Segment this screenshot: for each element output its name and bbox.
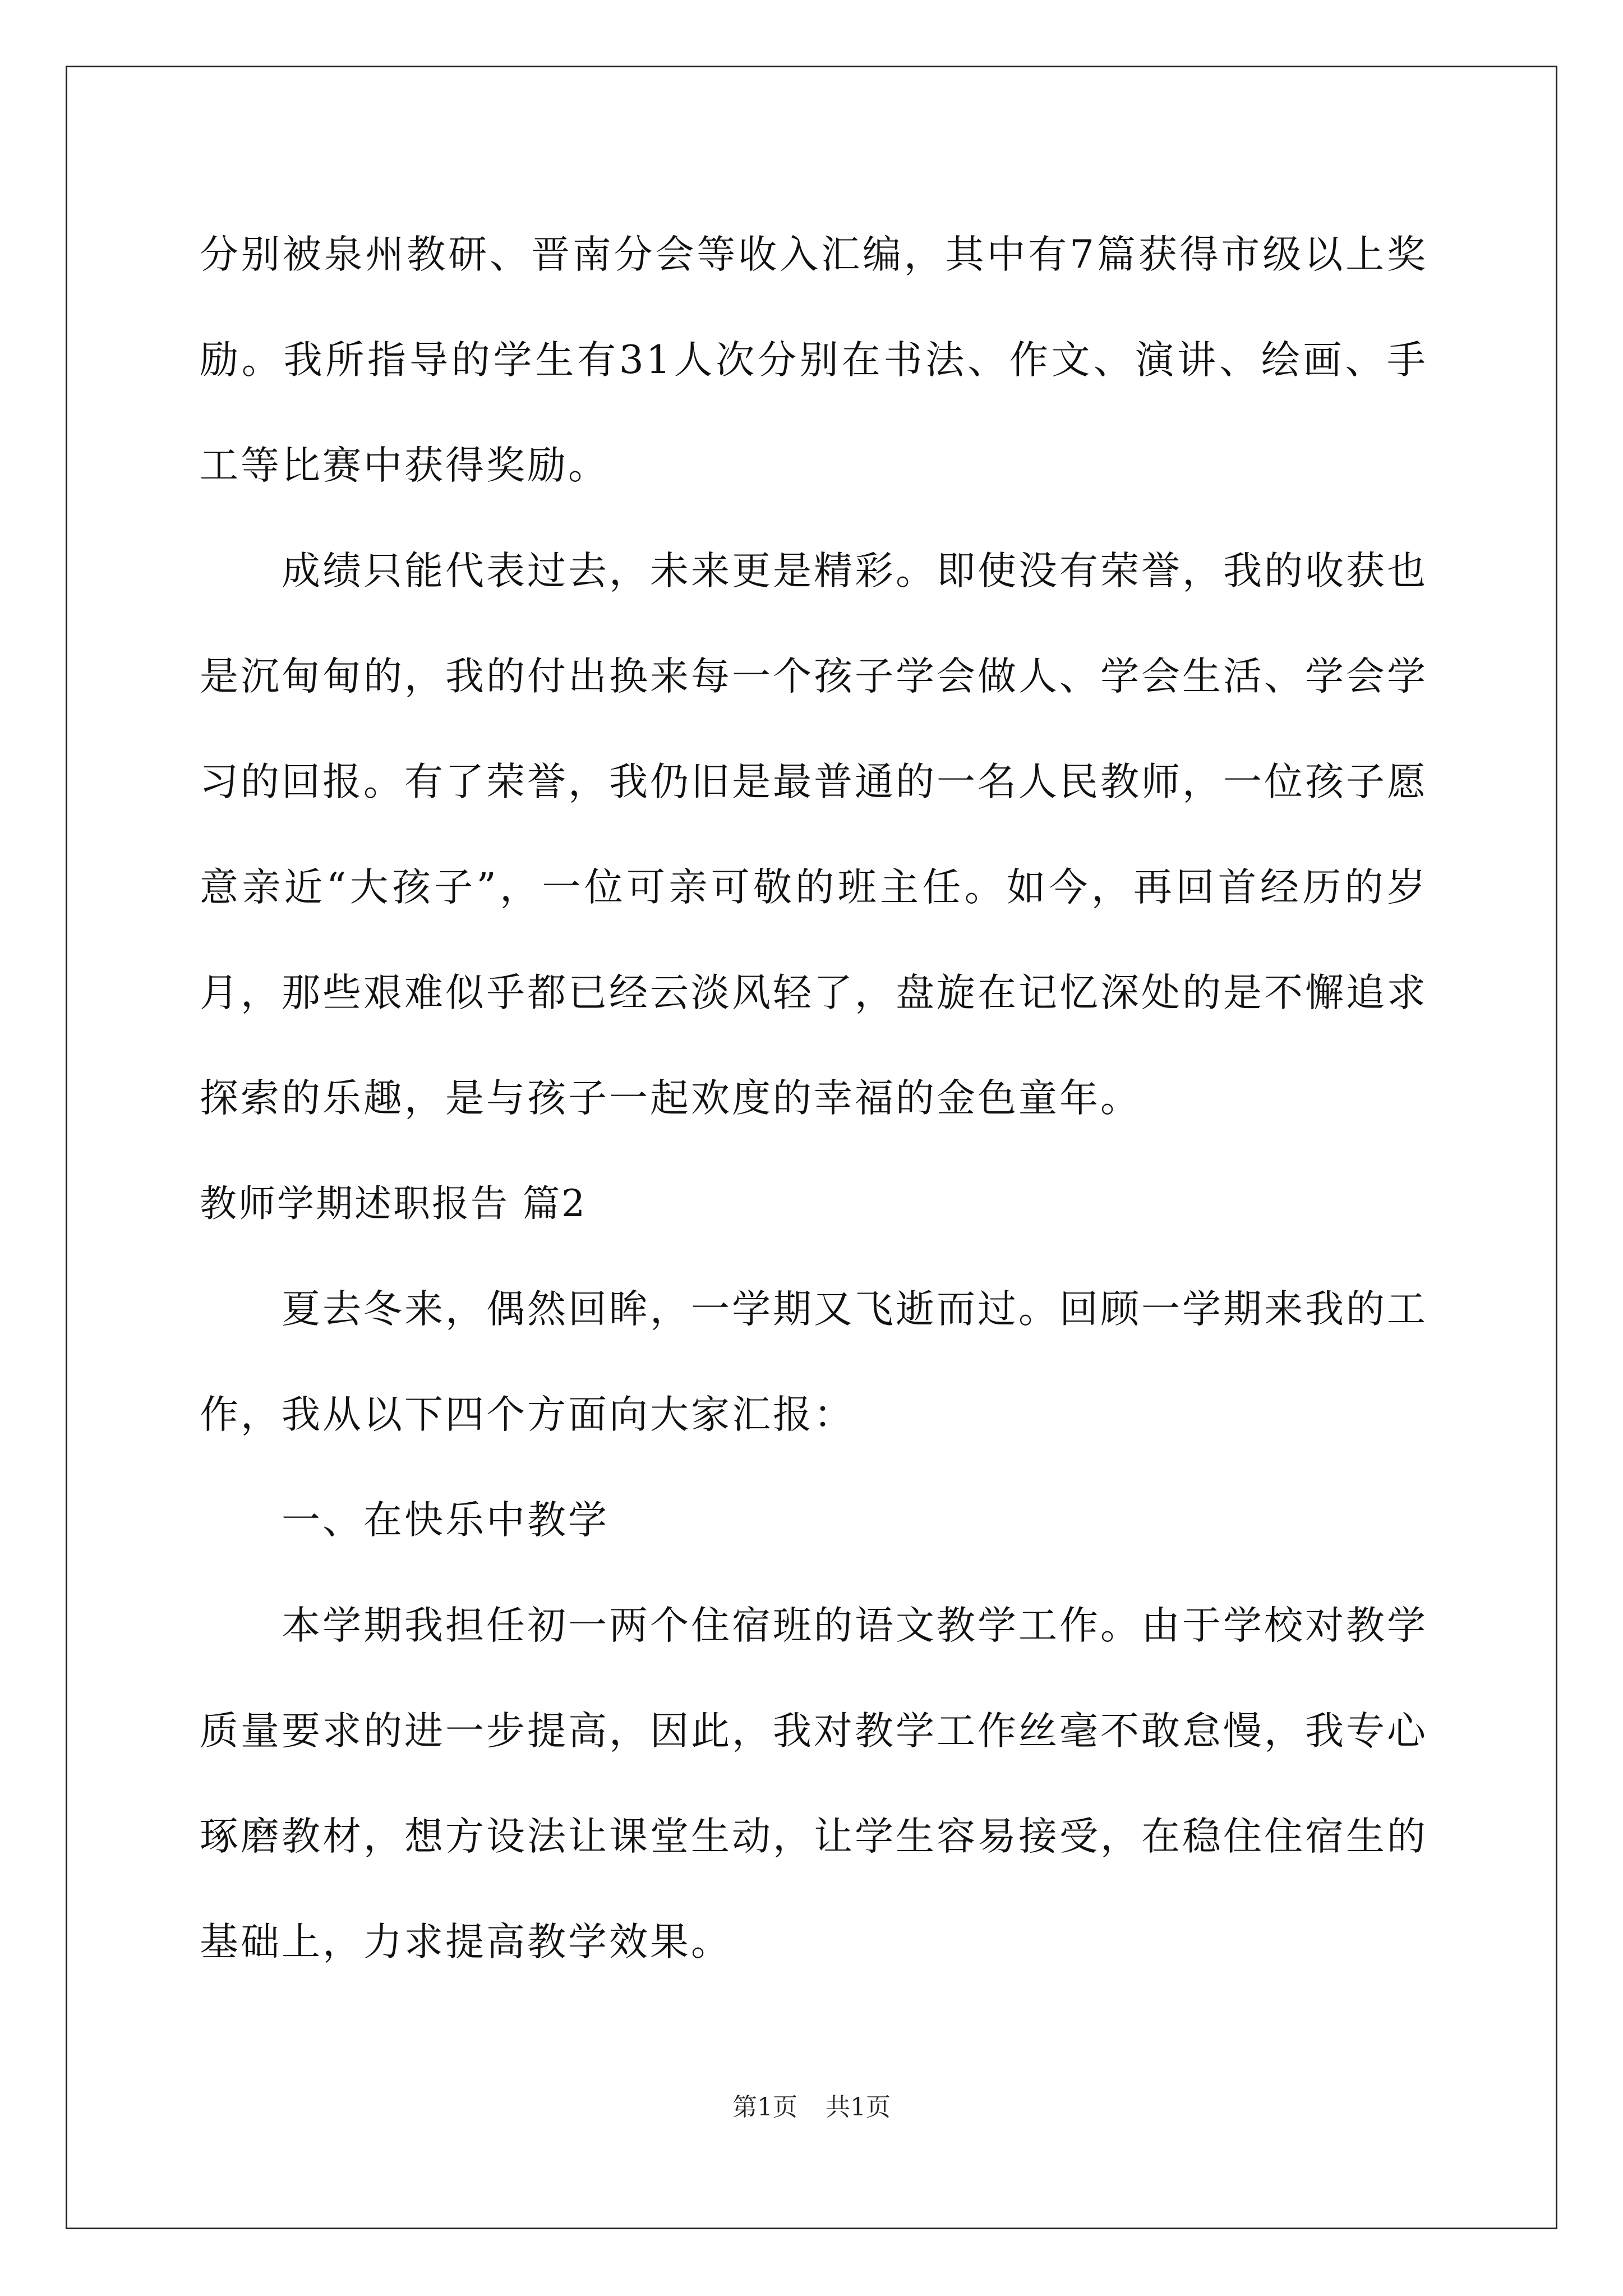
subheading-teaching: 一、在快乐中教学 <box>282 1498 609 1543</box>
page-footer <box>0 2087 1623 2123</box>
page-number: 第1页 <box>732 2093 797 2122</box>
paragraph-teaching: 本学期我担任初一两个住宿班的语文教学工作。由于学校对教学质量要求的进一步提高，因此，我对教学工作丝毫不敢怠慢，我专心琢磨教材，想方设法让课堂生动，让学生容易接受，在稳住住宿生的基础上，力求提高教学效果。 <box>200 1603 1428 1964</box>
section-heading: 教师学期述职报告 篇2 <box>200 1182 587 1225</box>
document-body <box>200 202 1428 1995</box>
paragraph-awards: 分别被泉州教研、晋南分会等收入汇编，其中有7篇获得市级以上奖励。我所指导的学生有31人次分别在书法、作文、演讲、绘画、手工等比赛中获得奖励。 <box>200 232 1428 488</box>
page-total: 共1页 <box>826 2093 891 2122</box>
paragraph-reflection: 成绩只能代表过去，未来更是精彩。即使没有荣誉，我的收获也是沉甸甸的，我的付出换来每一个孩子学会做人、学会生活、学会学习的回报。有了荣誉，我仍旧是最普通的一名人民教师，一位孩子愿意亲近“大孩子”，一位可亲可敬的班主任。如今，再回首经历的岁月，那些艰难似乎都已经云淡风轻了，盘旋在记忆深处的是不懈追求探索的乐趣，是与孩子一起欢度的幸福的金色童年。 <box>200 549 1428 1121</box>
paragraph-intro: 夏去冬来，偶然回眸，一学期又飞逝而过。回顾一学期来我的工作，我从以下四个方面向大家汇报： <box>200 1287 1428 1437</box>
